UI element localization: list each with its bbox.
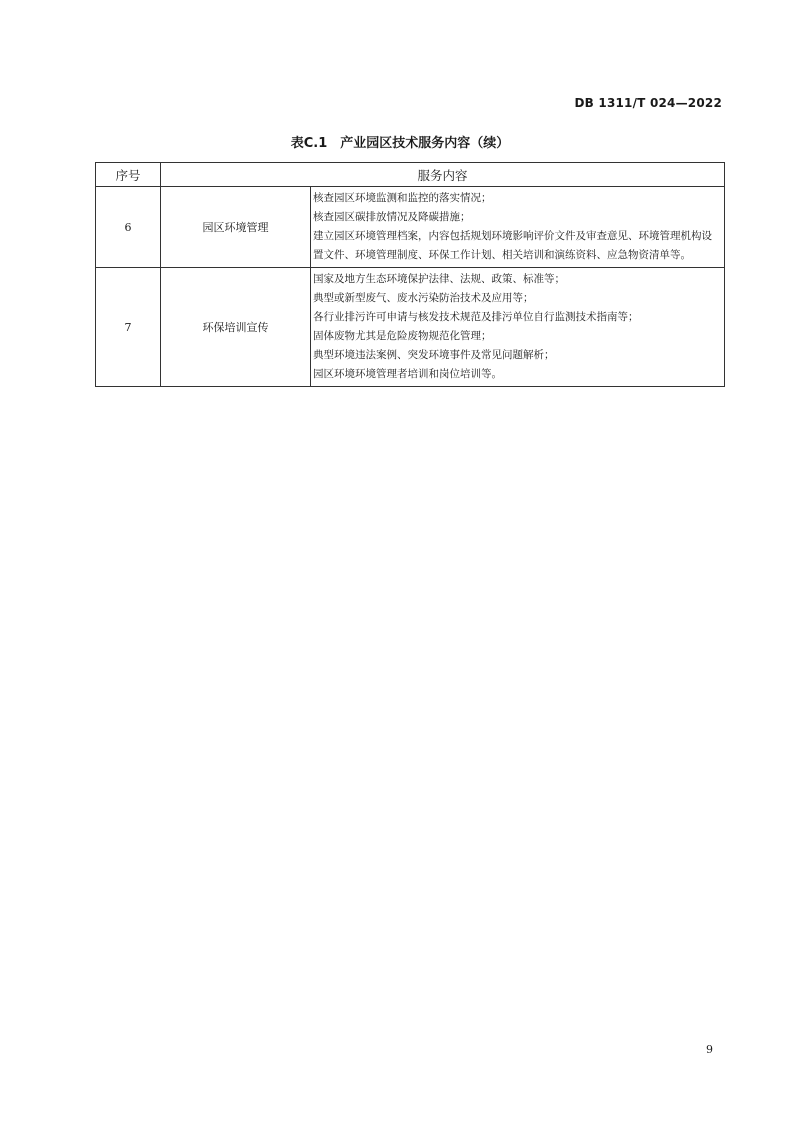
content-item: 园区环境环境管理者培训和岗位培训等。: [313, 368, 502, 380]
column-header-service-content: 服务内容: [161, 163, 725, 187]
row-number: 6: [96, 187, 161, 268]
table-row: [96, 268, 725, 387]
table-header-row: [96, 163, 725, 187]
content-item: 各行业排污许可申请与核发技术规范及排污单位自行监测技术指南等；: [313, 311, 639, 323]
document-code: DB 1311/T 024—2022: [574, 96, 722, 110]
service-content-table: [95, 162, 725, 387]
content-item: 典型或新型废气、废水污染防治技术及应用等；: [313, 292, 534, 304]
table-row: [96, 187, 725, 268]
row-number: 7: [96, 268, 161, 387]
page-number: 9: [706, 1043, 713, 1056]
content-item: 建立园区环境管理档案，内容包括规划环境影响评价文件及审查意见、环境管理机构设置文件、环境管理制度、环保工作计划、相关培训和演练资料、应急物资清单等。: [313, 230, 712, 261]
row-content: [311, 187, 725, 268]
content-item: 国家及地方生态环境保护法律、法规、政策、标准等；: [313, 273, 565, 285]
table-title: 表C.1 产业园区技术服务内容（续）: [290, 136, 510, 151]
row-content: [311, 268, 725, 387]
row-category: 环保培训宣传: [161, 268, 311, 387]
content-item: 核查园区环境监测和监控的落实情况；: [313, 192, 492, 204]
content-item: 典型环境违法案例、突发环境事件及常见问题解析；: [313, 349, 555, 361]
content-item: 核查园区碳排放情况及降碳措施；: [313, 211, 471, 223]
column-header-number: 序号: [96, 163, 161, 187]
content-item: 固体废物尤其是危险废物规范化管理；: [313, 330, 492, 342]
row-category: 园区环境管理: [161, 187, 311, 268]
